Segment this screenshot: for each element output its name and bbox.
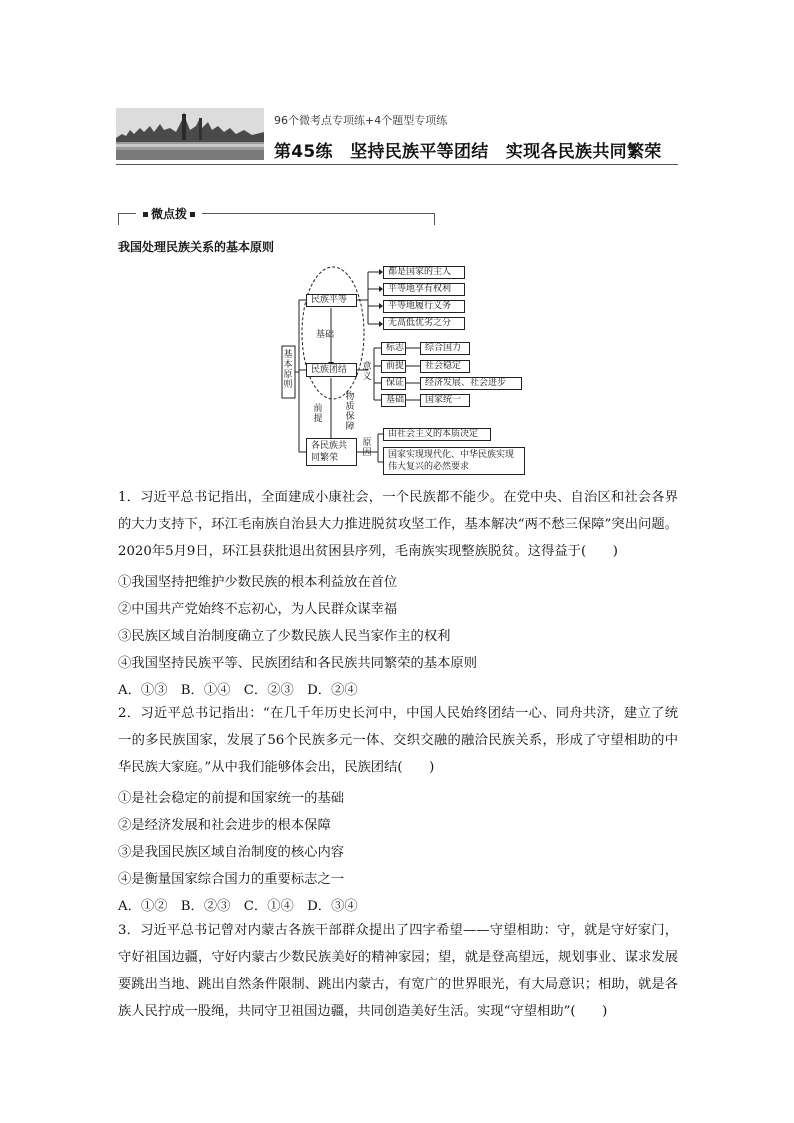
unity-value: 国家统一 — [420, 394, 470, 407]
question-2-option: ④是衡量国家综合国力的重要标志之一 — [118, 872, 345, 887]
principle-diagram — [0, 0, 794, 480]
question-1-answers: A．①③ B．①④ C．②③ D．②④ — [118, 683, 358, 698]
label-reason: 原因 — [362, 438, 372, 458]
unity-tag: 前提 — [381, 360, 406, 373]
node-equality — [306, 294, 357, 307]
question-1-stem: 1．习近平总书记指出，全面建成小康社会，一个民族都不能少。在党中央、自治区和社会各界的大力支持下，环江毛南族自治县大力推进脱贫攻坚工作，基本解决“两不愁三保障”突出问题。2020年5月9日，环江县获批退出贫困县序列，毛南族实现整族脱贫。这得益于( ) — [118, 490, 678, 559]
label-foundation: 基础 — [316, 330, 335, 340]
label-meaning: 意义 — [362, 362, 372, 382]
question-2-stem: 2．习近平总书记指出：“在几千年历史长河中，中国人民始终团结一心、同舟共济，建立了统一的多民族国家，发展了56个民族多元一体、交织交融的融洽民族关系，形成了守望相助的中华民族大家庭。”从中我们能够体会出，民族团结( ) — [118, 706, 678, 775]
unity-tag: 基础 — [381, 394, 406, 407]
equality-item: 无高低优劣之分 — [383, 317, 465, 330]
diagram-root: 基本原则 — [283, 350, 293, 390]
unity-value: 经济发展、社会进步 — [420, 377, 522, 390]
equality-item: 都是国家的主人 — [383, 266, 465, 279]
equality-item: 平等地履行义务 — [383, 300, 465, 313]
node-unity — [306, 363, 357, 377]
unity-value: 综合国力 — [420, 342, 470, 355]
equality-item: 平等地享有权利 — [383, 283, 465, 296]
page-title: 第45练 坚持民族平等团结 实现各民族共同繁荣 — [274, 142, 662, 162]
node-equality-label: 民族平等 — [311, 295, 348, 305]
question-1-option: ④我国坚持民族平等、民族团结和各民族共同繁荣的基本原则 — [118, 656, 478, 671]
label-material: 物质保障 — [345, 392, 355, 432]
node-unity-label: 民族团结 — [311, 364, 348, 375]
question-2-option: ①是社会稳定的前提和国家统一的基础 — [118, 791, 345, 806]
unity-value: 社会稳定 — [420, 360, 470, 373]
question-1-option: ②中国共产党始终不忘初心，为人民群众谋幸福 — [118, 602, 398, 617]
question-1-option: ③民族区域自治制度确立了少数民族人民当家作主的权利 — [118, 629, 451, 644]
question-2-option: ③是我国民族区域自治制度的核心内容 — [118, 845, 345, 860]
unity-tag: 保证 — [381, 377, 406, 390]
question-2-option: ②是经济发展和社会进步的根本保障 — [118, 818, 331, 833]
diagram-connectors — [0, 0, 794, 480]
node-prosperity — [306, 438, 357, 466]
unity-tag: 标志 — [381, 342, 406, 355]
header-series: 96个微考点专项练+4个题型专项练 — [274, 114, 448, 127]
tip-heading: 我国处理民族关系的基本原则 — [118, 240, 275, 254]
label-premise: 前提 — [313, 404, 323, 424]
tip-label-text: 微点拨 — [151, 207, 188, 221]
question-1-option: ①我国坚持把维护少数民族的根本利益放在首位 — [118, 575, 398, 590]
prosperity-item: 由社会主义的本质决定 — [383, 428, 491, 441]
question-2-answers: A．①② B．②③ C．①④ D．③④ — [118, 899, 358, 914]
question-3-stem: 3．习近平总书记曾对内蒙古各族干部群众提出了四字希望——守望相助：守，就是守好家门，守好祖国边疆，守好内蒙古少数民族美好的精神家园；望，就是登高望远，规划事业、谋求发展要跳出当地、跳出自然条件限制、跳出内蒙古，有宽广的世界眼光，有大局意识；相助，就是各族人民拧成一股绳，共同守卫祖国边疆，共同创造美好生活。实现“守望相助”( ) — [118, 923, 678, 1019]
prosperity-item: 国家实现现代化、中华民族实现伟大复兴的必然要求 — [383, 447, 525, 475]
node-prosperity-label: 各民族共同繁荣 — [311, 441, 348, 463]
